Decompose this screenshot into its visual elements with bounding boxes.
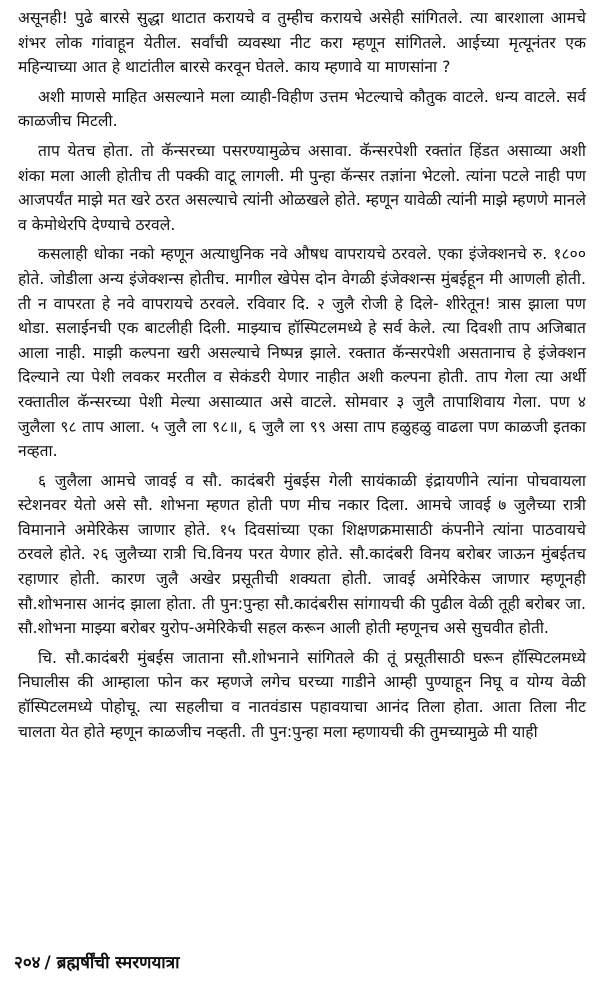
book-title: ब्रह्मर्षींची स्मरणयात्रा [56, 953, 180, 973]
paragraph-4: कसलाही धोका नको म्हणून अत्याधुनिक नवे औषध वापरायचे ठरवले. एका इंजेक्शनचे रु. १८०० होते. जोडीला अन्य इंजेक्शन्स होतीच. मागील खेपेस दोन वेगळी इंजेक्शन्स मुंबईहून मी आणली होती. ती न वापरता हे नवे वापरायचे ठरवले. रविवार दि. २ जुलै रोजी हे दिले- शीरेतून! त्रास झाला पण थोडा. सलाईनची एक बाटलीही दिली. माझ्याच हॉस्पिटलमध्ये हे सर्व केले. त्या दिवशी ताप अजिबात आला नाही. माझी कल्पना खरी असल्याचे निष्पन्न झाले. रक्तात कॅन्सरपेशी असतानाच हे इंजेक्शन दिल्याने त्या पेशी लवकर मरतील व सेकंडरी येणार नाहीत अशी कल्पना होती. ताप गेला त्या अर्थी रक्तातील कॅन्सरच्या पेशी मेल्या असाव्यात असे वाटले. सोमवार ३ जुलै तापाशिवाय गेला. पण ४ जुलैला ९८ ताप आला. ५ जुलै ला ९८॥, ६ जुलै ला ९९ असा ताप हळुहळु वाढला पण काळजी इतका नव्हता. [18, 245, 586, 461]
paragraph-5: ६ जुलैला आमचे जावई व सौ. कादंबरी मुंबईस गेली सायंकाळी इंद्रायणीने त्यांना पोचवायला स्टेशनवर येतो असे सौ. शोभना म्हणत होती पण मीच नकार दिला. आमचे जावई ७ जुलैच्या रात्री विमानाने अमेरिकेस जाणार होते. १५ दिवसांच्या एका शिक्षणक्रमासाठी कंपनीने त्यांना पाठवायचे ठरवले होते. २६ जुलैच्या रात्री चि.विनय परत येणार होते. सौ.कादंबरी विनय बरोबर जाऊन मुंबईतच रहाणार होती. कारण जुलै अखेर प्रसूतीची शक्यता होती. जावई अमेरिकेस जाणार म्हणूनही सौ.शोभनास आनंद झाला होता. ती पुन:पुन्हा सौ.कादंबरीस सांगायची की पुढील वेळी तूही बरोबर जा. सौ.शोभना माझ्या बरोबर युरोप-अमेरिकेची सहल करून आली होती म्हणूनच असे सुचवीत होती. [18, 471, 586, 638]
page-footer [14, 950, 180, 973]
paragraph-1: असूनही! पुढे बारसे सुद्धा थाटात करायचे व तुम्हीच करायचे असेही सांगितले. त्या बारशाला आमचे शंभर लोक गांवाहून येतील. सर्वांची व्यवस्था नीट करा म्हणून सांगितले. आईच्या मृत्यूनंतर एक महिन्याच्या आत हे थाटांतील बारसे करवून घेतले. काय म्हणावे या माणसांना ? [18, 9, 586, 77]
paragraph-2: अशी माणसे माहित असल्याने मला व्याही-विहीण उत्तम भेटल्याचे कौतुक वाटले. धन्य वाटले. सर्व काळजीच मिटली. [18, 87, 586, 131]
paragraph-6: चि. सौ.कादंबरी मुंबईस जाताना सौ.शोभनाने सांगितले की तूं प्रसूतीसाठी घरून हॉस्पिटलमध्ये निघालीस की आम्हाला फोन कर म्हणजे लगेच घरच्या गाडीने आम्ही पुण्याहून निघू व योग्य वेळी हॉस्पिटलमध्ये पोहोचू. त्या सहलीचा व नातवंडास पहावयाचा आनंद तिला होता. आता तिला नीट चालता येत होते म्हणून काळजीच नव्हती. ती पुन:पुन्हा मला म्हणायची की तुमच्यामुळे मी याही [18, 648, 586, 741]
page-body [18, 6, 586, 749]
paragraph-3: ताप येतच होता. तो कॅन्सरच्या पसरण्यामुळेच असावा. कॅन्सरपेशी रक्तांत हिंडत असाव्या अशी शंका मला आली होतीच ती पक्की वाटू लागली. मी पुन्हा कॅन्सर तज्ञांना भेटलो. त्यांना पटले नाही पण आजपर्यंत माझे मत खरे ठरत असल्याचे त्यांनी ओळखले होते. म्हणून यावेळी त्यांनी माझे म्हणणे मानले व केमोथेरपि देण्याचे ठरवले. [18, 141, 586, 234]
page-number: २०४ [14, 953, 41, 973]
footer-separator: / [44, 953, 51, 973]
